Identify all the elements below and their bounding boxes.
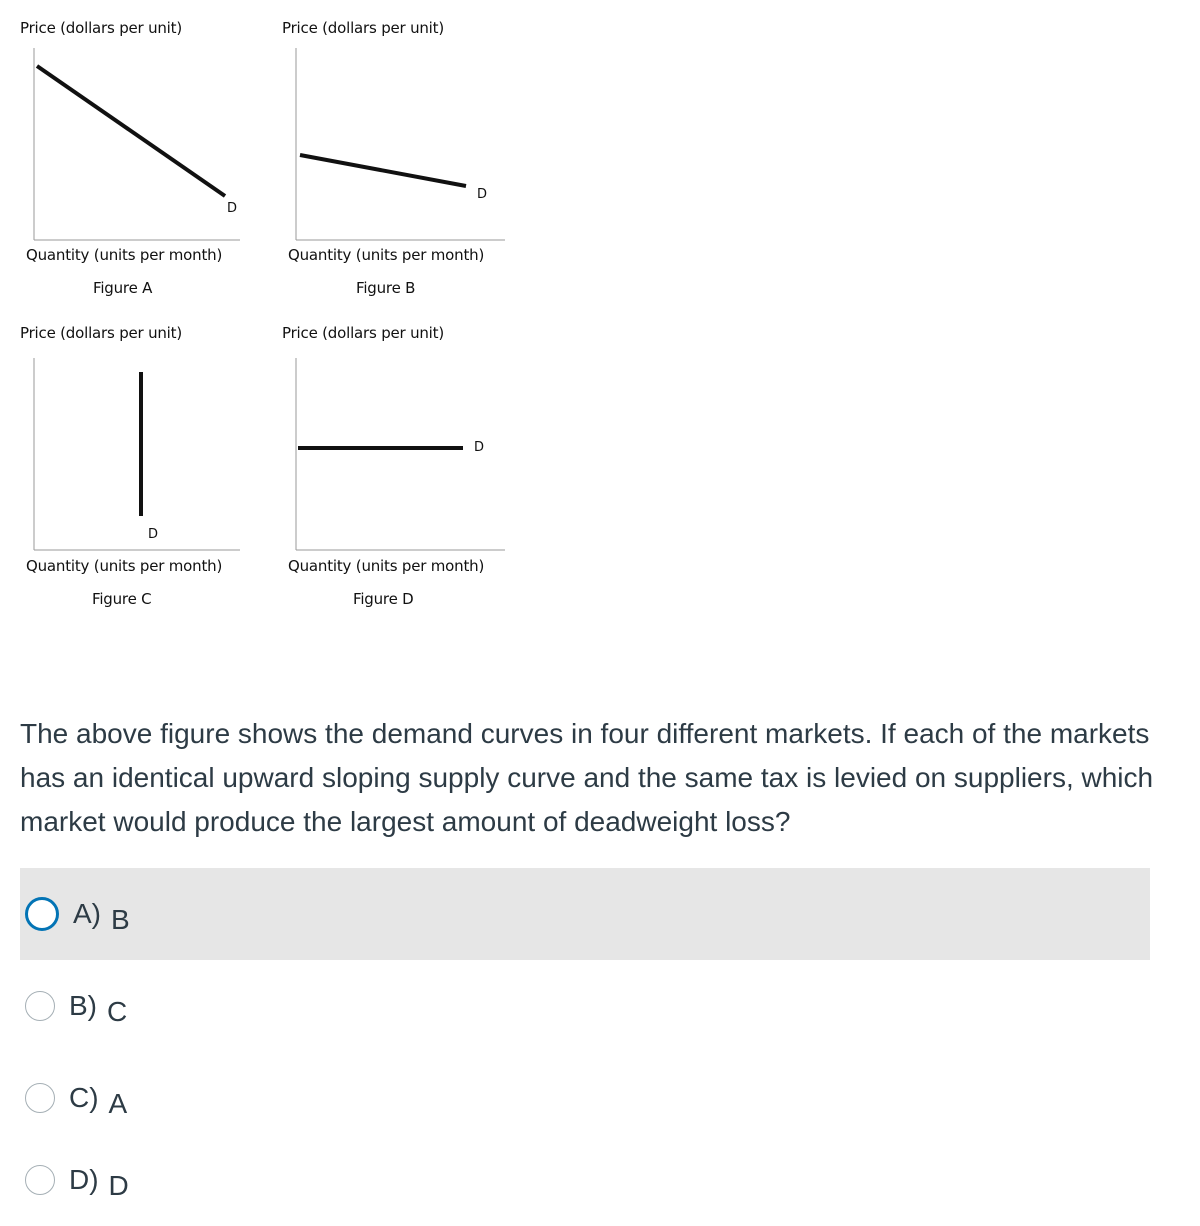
answer-option-b[interactable] bbox=[20, 960, 1150, 1052]
figure-a-ylabel: Price (dollars per unit) bbox=[20, 19, 182, 37]
answer-option-d[interactable] bbox=[20, 1134, 1150, 1226]
figure-b-axes bbox=[296, 48, 505, 240]
figure-c-axes bbox=[34, 358, 240, 550]
option-letter: B) bbox=[69, 990, 97, 1021]
figure-a-curve-label: D bbox=[227, 201, 237, 216]
figure-a-caption: Figure A bbox=[93, 279, 153, 297]
radio-button-d[interactable] bbox=[25, 1165, 55, 1195]
figure-d-xlabel: Quantity (units per month) bbox=[288, 557, 485, 575]
option-letter: C) bbox=[69, 1082, 99, 1113]
figure-b-ylabel: Price (dollars per unit) bbox=[282, 19, 444, 37]
answer-option-a[interactable] bbox=[20, 868, 1150, 960]
figure-d-curve-label: D bbox=[474, 440, 484, 455]
figure-a-demand-curve bbox=[37, 66, 225, 196]
figure-c-ylabel: Price (dollars per unit) bbox=[20, 324, 182, 342]
figure-c-curve-label: D bbox=[148, 527, 158, 542]
option-letter: A) bbox=[73, 898, 101, 929]
figure-b-curve-label: D bbox=[477, 187, 487, 202]
option-letter: D) bbox=[69, 1164, 99, 1195]
answer-option-c[interactable] bbox=[20, 1052, 1150, 1144]
option-answer: C bbox=[107, 996, 128, 1027]
figure-b-caption: Figure B bbox=[356, 279, 416, 297]
figure-d-caption: Figure D bbox=[353, 590, 414, 608]
figure-b-demand-curve bbox=[300, 155, 466, 186]
figure-c-xlabel: Quantity (units per month) bbox=[26, 557, 223, 575]
option-answer: D bbox=[108, 1170, 129, 1201]
radio-button-c[interactable] bbox=[25, 1083, 55, 1113]
question-text: The above figure shows the demand curves in four different markets. If each of the markets has an identical upward sloping supply curve and the same tax is levied on suppliers, which market would produce the largest amount of deadweight loss? bbox=[20, 718, 1154, 837]
figure-c-caption: Figure C bbox=[92, 590, 152, 608]
figure-a-xlabel: Quantity (units per month) bbox=[26, 246, 223, 264]
figure-a-axes bbox=[34, 48, 240, 240]
figure-b-xlabel: Quantity (units per month) bbox=[288, 246, 485, 264]
option-answer: A bbox=[108, 1088, 128, 1119]
option-answer: B bbox=[111, 904, 130, 935]
radio-button-b[interactable] bbox=[25, 991, 55, 1021]
radio-button-a[interactable] bbox=[25, 897, 59, 931]
figure-d-ylabel: Price (dollars per unit) bbox=[282, 324, 444, 342]
